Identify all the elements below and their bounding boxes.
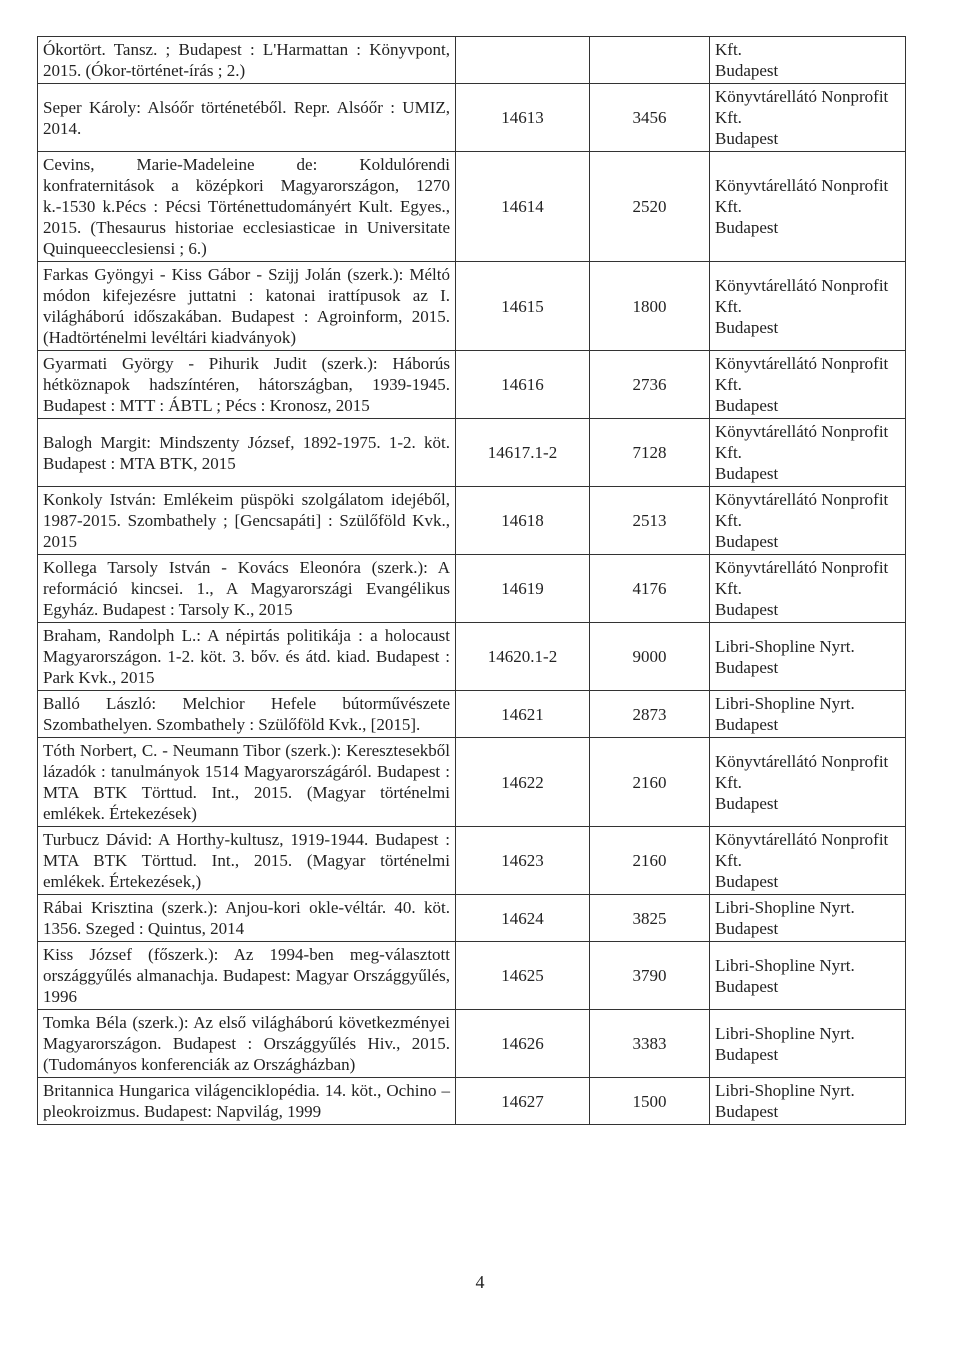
book-title-cell: Konkoly István: Emlékeim püspöki szolgálatom idejéből, 1987-2015. Szombathely ; [Gencsapáti] : Szülőföld Kvk., 2015 xyxy=(38,487,456,555)
vendor-line: Könyvtárellátó Nonprofit xyxy=(715,490,889,509)
vendor-line: Kft. xyxy=(715,40,742,59)
vendor-cell xyxy=(710,555,906,623)
vendor-line: Budapest xyxy=(715,218,779,237)
inventory-number-cell: 14617.1-2 xyxy=(456,419,590,487)
vendor-line: Kft. xyxy=(715,511,742,530)
vendor-line: Kft. xyxy=(715,579,742,598)
table-row xyxy=(38,1010,906,1078)
price-cell: 4176 xyxy=(590,555,710,623)
book-title-cell: Rábai Krisztina (szerk.): Anjou-kori okle-véltár. 40. köt. 1356. Szeged : Quintus, 2014 xyxy=(38,895,456,942)
vendor-line: Könyvtárellátó Nonprofit xyxy=(715,422,889,441)
vendor-line: Könyvtárellátó Nonprofit xyxy=(715,830,889,849)
vendor-line: Libri-Shopline Nyrt. xyxy=(715,694,855,713)
table-body xyxy=(38,37,906,1125)
book-title-cell: Cevins, Marie-Madeleine de: Koldulórendi konfraternitások a középkori Magyarországon, 1270 k.-1530 k.Pécs : Pécsi Történettudományért Kult. Egyes., 2015. (Thesaurus historiae ecclesiasticae in Universitate Quinqueecclesiensi ; 6.) xyxy=(38,152,456,262)
vendor-line: Kft. xyxy=(715,772,742,792)
book-title-cell: Tomka Béla (szerk.): Az első világháború következményei Magyarországon. Budapest : Országgyűlés Hiv., 2015. (Tudományos konferenciák az Országházban) xyxy=(38,1010,456,1078)
price-cell: 3790 xyxy=(590,942,710,1010)
vendor-line: Budapest xyxy=(715,1102,779,1121)
vendor-line: Budapest xyxy=(715,61,779,80)
price-cell: 3825 xyxy=(590,895,710,942)
vendor-line: Budapest xyxy=(715,532,779,551)
book-title-cell: Ókortört. Tansz. ; Budapest : L'Harmattan : Könyvpont, 2015. (Ókor-történet-írás ; 2.) xyxy=(38,37,456,84)
inventory-number-cell: 14622 xyxy=(456,738,590,827)
table-row xyxy=(38,37,906,84)
vendor-line: Könyvtárellátó Nonprofit xyxy=(715,558,889,577)
vendor-cell xyxy=(710,895,906,942)
vendor-line: Könyvtárellátó Nonprofit xyxy=(715,275,889,295)
vendor-cell xyxy=(710,827,906,895)
vendor-line: Budapest xyxy=(715,1044,779,1064)
vendor-line: Libri-Shopline Nyrt. xyxy=(715,1023,855,1043)
inventory-number-cell: 14614 xyxy=(456,152,590,262)
price-cell: 2520 xyxy=(590,152,710,262)
price-cell: 2513 xyxy=(590,487,710,555)
book-title-cell: Balló László: Melchior Hefele bútorművészete Szombathelyen. Szombathely : Szülőföld Kvk., [2015]. xyxy=(38,691,456,738)
table-row xyxy=(38,691,906,738)
table-row xyxy=(38,827,906,895)
inventory-number-cell: 14626 xyxy=(456,1010,590,1078)
inventory-number-cell: 14623 xyxy=(456,827,590,895)
table-row xyxy=(38,1078,906,1125)
price-cell: 2160 xyxy=(590,827,710,895)
price-cell: 1800 xyxy=(590,262,710,351)
vendor-line: Könyvtárellátó Nonprofit xyxy=(715,87,889,106)
table-row xyxy=(38,942,906,1010)
vendor-cell xyxy=(710,691,906,738)
vendor-line: Budapest xyxy=(715,600,779,619)
vendor-line: Könyvtárellátó Nonprofit xyxy=(715,176,889,195)
vendor-line: Libri-Shopline Nyrt. xyxy=(715,955,855,975)
book-title-cell: Seper Károly: Alsóőr történetéből. Repr. Alsóőr : UMIZ, 2014. xyxy=(38,84,456,152)
book-title-cell: Braham, Randolph L.: A népirtás politikája : a holocaust Magyarországon. 1-2. köt. 3. bőv. és átd. kiad. Budapest : Park Kvk., 2015 xyxy=(38,623,456,691)
inventory-number-cell: 14621 xyxy=(456,691,590,738)
book-title-cell: Kollega Tarsoly István - Kovács Eleonóra (szerk.): A reformáció kincsei. 1., A Magyarországi Evangélikus Egyház. Budapest : Tarsoly K., 2015 xyxy=(38,555,456,623)
inventory-number-cell: 14616 xyxy=(456,351,590,419)
inventory-number-cell: 14625 xyxy=(456,942,590,1010)
table-row xyxy=(38,487,906,555)
vendor-cell xyxy=(710,1078,906,1125)
table-row xyxy=(38,419,906,487)
vendor-cell xyxy=(710,262,906,351)
table-row xyxy=(38,555,906,623)
table-row xyxy=(38,262,906,351)
vendor-cell xyxy=(710,623,906,691)
book-title-cell: Tóth Norbert, C. - Neumann Tibor (szerk.): Keresztesekből lázadók : tanulmányok 1514 Magyarországáról. Budapest : MTA BTK Törttud. Int., 2015. (Magyar történelmi emlékek. Értekezések) xyxy=(38,738,456,827)
page-number: 4 xyxy=(475,1272,485,1292)
inventory-number-cell: 14620.1-2 xyxy=(456,623,590,691)
vendor-line: Budapest xyxy=(715,919,779,938)
book-title-cell: Turbucz Dávid: A Horthy-kultusz, 1919-1944. Budapest : MTA BTK Törttud. Int., 2015. (Magyar történelmi emlékek. Értekezések,) xyxy=(38,827,456,895)
vendor-line: Budapest xyxy=(715,464,779,483)
book-title-cell: Balogh Margit: Mindszenty József, 1892-1975. 1-2. köt. Budapest : MTA BTK, 2015 xyxy=(38,419,456,487)
vendor-cell xyxy=(710,738,906,827)
vendor-line: Budapest xyxy=(715,396,779,415)
price-cell: 2736 xyxy=(590,351,710,419)
vendor-line: Budapest xyxy=(715,793,779,813)
vendor-line: Kft. xyxy=(715,197,742,216)
vendor-cell xyxy=(710,419,906,487)
vendor-line: Libri-Shopline Nyrt. xyxy=(715,1081,855,1100)
vendor-line: Budapest xyxy=(715,129,779,148)
book-title-cell: Kiss József (főszerk.): Az 1994-ben meg-választott országgyűlés almanachja. Budapest: Magyar Országgyűlés, 1996 xyxy=(38,942,456,1010)
vendor-line: Budapest xyxy=(715,872,779,891)
price-cell: 1500 xyxy=(590,1078,710,1125)
price-cell: 7128 xyxy=(590,419,710,487)
book-title-cell: Britannica Hungarica világenciklopédia. 14. köt., Ochino – pleokroizmus. Budapest: Napvilág, 1999 xyxy=(38,1078,456,1125)
vendor-cell xyxy=(710,152,906,262)
book-title-cell: Farkas Gyöngyi - Kiss Gábor - Szijj Jolán (szerk.): Méltó módon kifejezésre juttatni : katonai irattípusok az I. világháború időszakában. Budapest : Agroinform, 2015. (Hadtörténelmi levéltári kiadványok) xyxy=(38,262,456,351)
vendor-line: Kft. xyxy=(715,375,742,394)
price-cell: 3383 xyxy=(590,1010,710,1078)
vendor-cell xyxy=(710,351,906,419)
price-cell: 3456 xyxy=(590,84,710,152)
table-row xyxy=(38,152,906,262)
table-row xyxy=(38,738,906,827)
vendor-cell xyxy=(710,942,906,1010)
table-row xyxy=(38,623,906,691)
vendor-line: Kft. xyxy=(715,443,742,462)
vendor-cell xyxy=(710,1010,906,1078)
inventory-number-cell: 14624 xyxy=(456,895,590,942)
price-cell: 2160 xyxy=(590,738,710,827)
vendor-line: Budapest xyxy=(715,317,779,337)
vendor-cell xyxy=(710,37,906,84)
table-row xyxy=(38,351,906,419)
vendor-line: Könyvtárellátó Nonprofit xyxy=(715,751,889,771)
vendor-line: Kft. xyxy=(715,296,742,316)
inventory-number-cell xyxy=(456,37,590,84)
inventory-number-cell: 14618 xyxy=(456,487,590,555)
acquisitions-table xyxy=(37,36,906,1125)
vendor-line: Kft. xyxy=(715,108,742,127)
vendor-line: Budapest xyxy=(715,657,779,677)
vendor-cell xyxy=(710,84,906,152)
price-cell xyxy=(590,37,710,84)
inventory-number-cell: 14627 xyxy=(456,1078,590,1125)
inventory-number-cell: 14619 xyxy=(456,555,590,623)
book-title-cell: Gyarmati György - Pihurik Judit (szerk.): Háborús hétköznapok hadszíntéren, hátországban, 1939-1945. Budapest : MTT : ÁBTL ; Pécs : Kronosz, 2015 xyxy=(38,351,456,419)
vendor-line: Libri-Shopline Nyrt. xyxy=(715,898,855,917)
vendor-cell xyxy=(710,487,906,555)
inventory-number-cell: 14613 xyxy=(456,84,590,152)
price-cell: 9000 xyxy=(590,623,710,691)
inventory-number-cell: 14615 xyxy=(456,262,590,351)
vendor-line: Budapest xyxy=(715,715,779,734)
table-row xyxy=(38,895,906,942)
vendor-line: Budapest xyxy=(715,976,779,996)
price-cell: 2873 xyxy=(590,691,710,738)
vendor-line: Kft. xyxy=(715,851,742,870)
table-row xyxy=(38,84,906,152)
vendor-line: Könyvtárellátó Nonprofit xyxy=(715,354,889,373)
vendor-line: Libri-Shopline Nyrt. xyxy=(715,636,855,656)
